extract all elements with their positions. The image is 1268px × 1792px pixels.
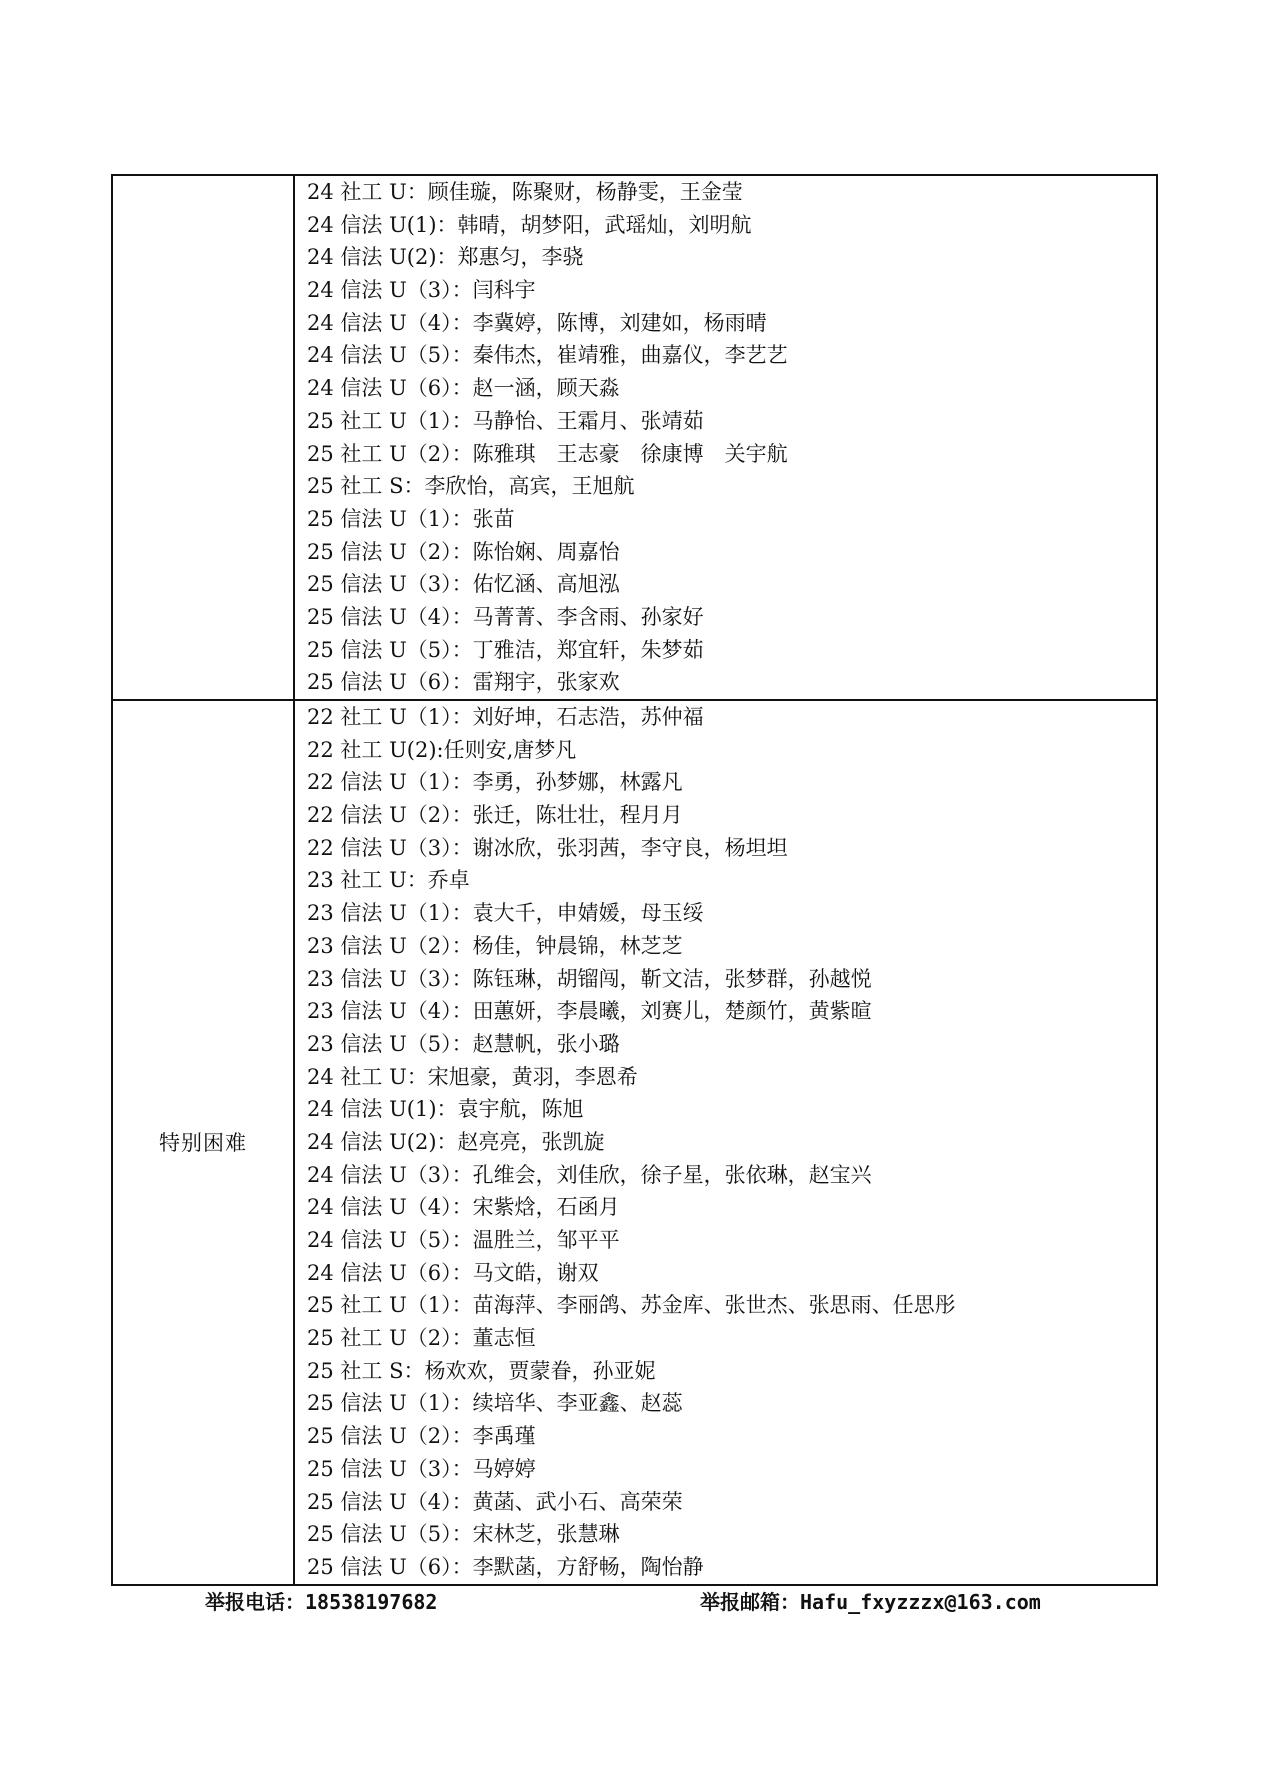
list-item: 23 社工 U：乔卓 — [307, 868, 470, 893]
report-phone-value[interactable]: 18538197682 — [305, 1590, 438, 1614]
list-item: 25 社工 U（2）：董志恒 — [307, 1326, 536, 1351]
list-item: 25 信法 U（4）：黄菡、武小石、高荣荣 — [307, 1489, 683, 1514]
list-item: 25 社工 S：李欣怡，高宾，王旭航 — [307, 474, 635, 499]
list-item: 25 信法 U（4）：马菁菁、李含雨、孙家好 — [307, 604, 704, 629]
names-cell — [294, 175, 1157, 700]
list-item: 25 信法 U（6）：李默菡，方舒畅，陶怡静 — [307, 1554, 704, 1579]
report-email — [700, 1586, 1041, 1615]
list-item: 25 信法 U（5）：丁雅洁，郑宜轩，朱梦茹 — [307, 637, 704, 662]
list-item: 25 社工 S：杨欢欢，贾蒙眷，孙亚妮 — [307, 1358, 656, 1383]
list-item: 24 社工 U：顾佳璇，陈聚财，杨静雯，王金莹 — [307, 180, 743, 204]
list-item: 24 信法 U（5）：秦伟杰，崔靖雅，曲嘉仪，李艺艺 — [307, 343, 788, 368]
list-item: 24 信法 U(1)：袁宇航，陈旭 — [307, 1097, 584, 1122]
list-item: 25 信法 U（3）：佑忆涵、高旭泓 — [307, 572, 620, 597]
list-item: 22 信法 U（3）：谢冰欣，张羽茜，李守良，杨坦坦 — [307, 835, 788, 860]
list-item: 24 信法 U（4）：宋紫焓，石函月 — [307, 1195, 620, 1220]
list-item: 22 社工 U（1）：刘好坤，石志浩，苏仲福 — [307, 705, 704, 729]
table-row — [112, 175, 1157, 700]
list-item: 24 信法 U(1)：韩晴，胡梦阳，武瑶灿，刘明航 — [307, 212, 752, 237]
list-item: 25 信法 U（2）：陈怡娴、周嘉怡 — [307, 539, 620, 564]
list-item: 24 信法 U（5）：温胜兰，邹平平 — [307, 1228, 620, 1252]
list-item: 23 信法 U（2）：杨佳，钟晨锦，林芝芝 — [307, 933, 683, 958]
list-item: 25 信法 U（5）：宋林芝，张慧琳 — [307, 1522, 620, 1547]
list-item: 23 信法 U（1）：袁大千，申婧媛，母玉绥 — [307, 901, 704, 926]
list-item: 25 社工 U（2）：陈雅琪 王志豪 徐康博 关宇航 — [307, 441, 788, 466]
list-item: 23 信法 U（4）：田蕙妍，李晨曦，刘赛儿，楚颜竹，黄紫暄 — [307, 999, 872, 1024]
report-email-value[interactable]: Hafu_fxyzzzx@163.com — [800, 1590, 1041, 1614]
names-cell — [294, 700, 1157, 1585]
list-item: 23 信法 U（5）：赵慧帆，张小璐 — [307, 1031, 620, 1056]
list-item: 25 信法 U（3）：马婷婷 — [307, 1456, 536, 1481]
list-item: 22 信法 U（2）：张迁，陈壮壮，程月月 — [307, 803, 683, 828]
list-item: 24 信法 U（6）：赵一涵，顾天淼 — [307, 376, 620, 401]
list-item: 24 信法 U(2)：郑惠匀，李骁 — [307, 245, 584, 270]
list-item: 22 社工 U(2):任则安,唐梦凡 — [307, 737, 577, 762]
list-item: 25 社工 U（1）：苗海萍、李丽鸽、苏金库、张世杰、张思雨、任思彤 — [307, 1293, 956, 1318]
list-item: 24 社工 U：宋旭豪，黄羽，李恩希 — [307, 1064, 638, 1089]
list-item: 24 信法 U（3）：闫科宇 — [307, 278, 536, 303]
recipients-table — [111, 174, 1158, 1586]
list-item: 24 信法 U（6）：马文皓，谢双 — [307, 1260, 599, 1285]
report-phone-label: 举报电话： — [205, 1590, 305, 1614]
category-cell: 特别困难 — [112, 700, 294, 1585]
list-item: 24 信法 U（4）：李冀婷，陈博，刘建如，杨雨晴 — [307, 310, 767, 335]
list-item: 22 信法 U（1）：李勇，孙梦娜，林露凡 — [307, 770, 683, 795]
table-row — [112, 700, 1157, 1585]
list-item: 24 信法 U(2)：赵亮亮，张凯旋 — [307, 1129, 605, 1154]
list-item: 25 社工 U（1）：马静怡、王霜月、张靖茹 — [307, 408, 704, 433]
report-email-label: 举报邮箱： — [700, 1590, 800, 1614]
list-item: 23 信法 U（3）：陈钰琳，胡镏闯，靳文洁，张梦群，孙越悦 — [307, 966, 872, 991]
list-item: 25 信法 U（1）：续培华、李亚鑫、赵蕊 — [307, 1391, 683, 1416]
list-item: 24 信法 U（3）：孔维会，刘佳欣，徐子星，张依琳，赵宝兴 — [307, 1162, 872, 1187]
list-item: 25 信法 U（1）：张苗 — [307, 506, 515, 531]
category-cell — [112, 175, 294, 700]
table-body — [112, 175, 1157, 1585]
report-phone — [205, 1586, 437, 1615]
list-item: 25 信法 U（2）：李禹瑾 — [307, 1424, 536, 1449]
list-item: 25 信法 U（6）：雷翔宇，张家欢 — [307, 670, 620, 695]
